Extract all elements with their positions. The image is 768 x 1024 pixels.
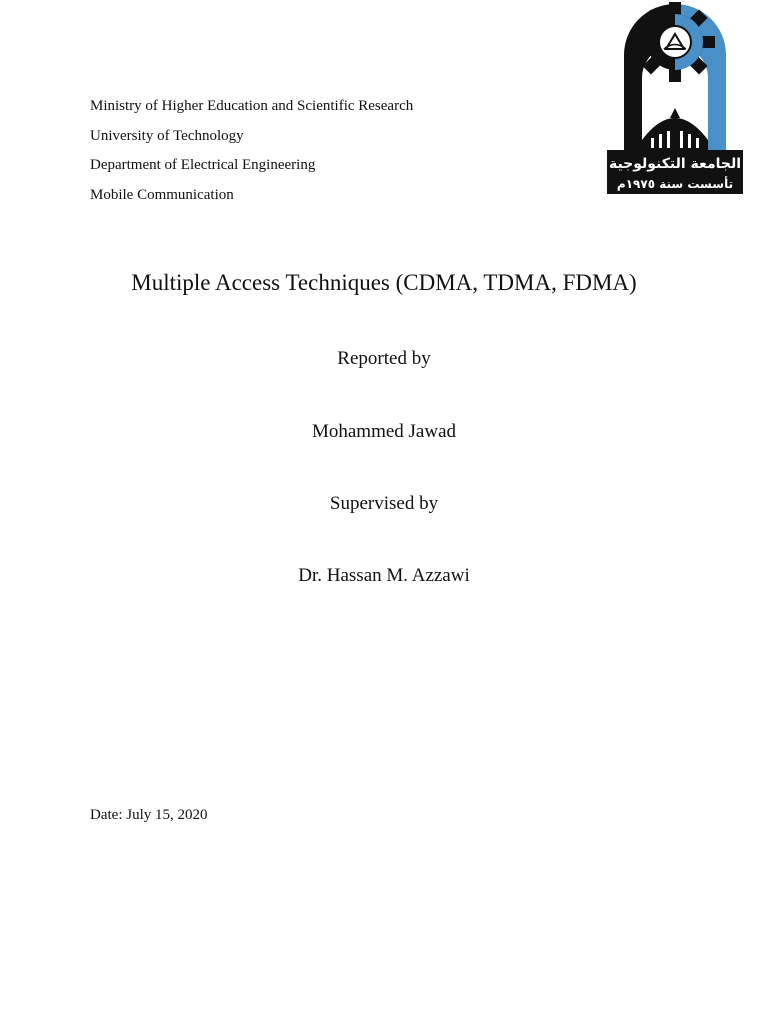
university-of-technology-logo	[604, 0, 746, 198]
report-title: Multiple Access Techniques (CDMA, TDMA, FDMA)	[131, 270, 637, 295]
reported-by-label: Reported by	[337, 348, 431, 369]
university-line: University of Technology	[90, 127, 244, 144]
report-date: Date: July 15, 2020	[90, 807, 208, 823]
institution-header	[90, 92, 413, 210]
author-name: Mohammed Jawad	[311, 421, 457, 442]
supervisor-name: Dr. Hassan M. Azzawi	[298, 565, 470, 586]
supervised-by-label: Supervised by	[329, 493, 439, 514]
department-line: Department of Electrical Engineering	[90, 157, 316, 173]
logo-arabic-founded: تأسست سنة ١٩٧٥م	[616, 177, 734, 191]
logo-arabic-name: الجامعة التكنولوجية	[608, 156, 742, 172]
ministry-line: Ministry of Higher Education and Scientific Research	[90, 98, 414, 114]
course-line: Mobile Communication	[90, 186, 234, 203]
